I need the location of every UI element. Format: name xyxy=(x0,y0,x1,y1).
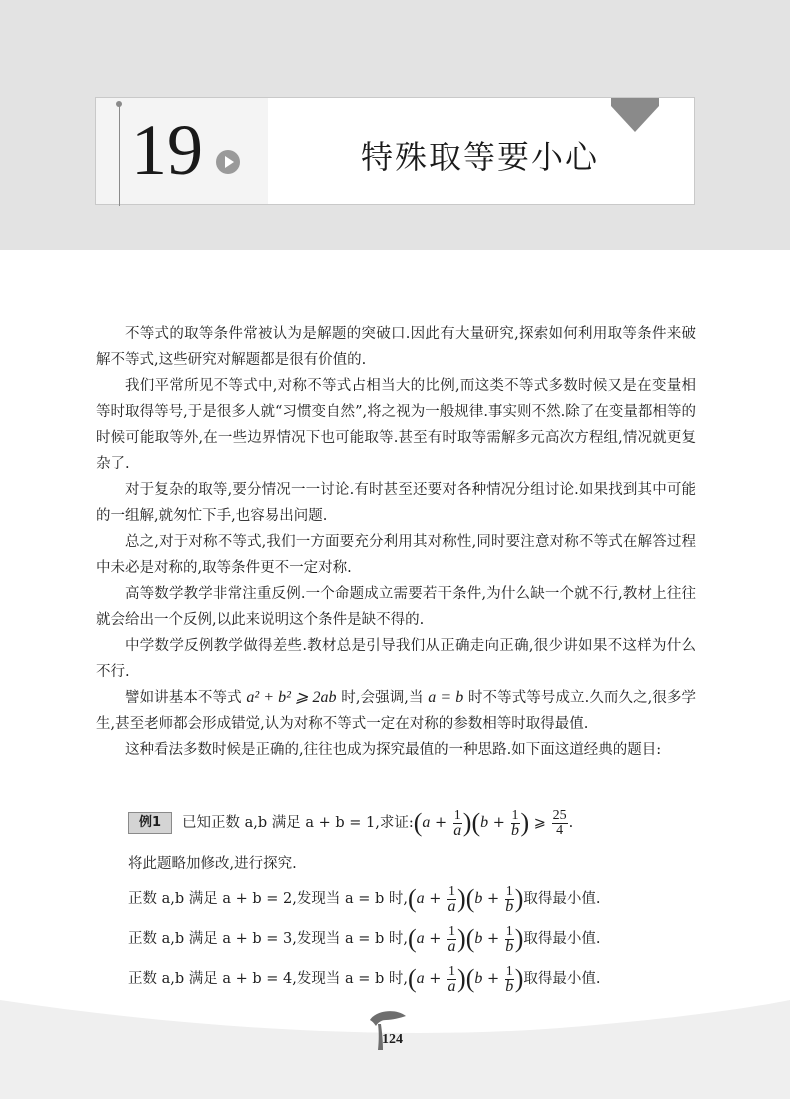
example-text: 已知正数 a,b 满足 a + b = 1,求证: xyxy=(182,815,414,831)
chapter-title-box xyxy=(95,97,695,205)
paragraph: 高等数学教学非常注重反例.一个命题成立需要若干条件,为什么缺一个就不行,教材上往往就会给出一个反例,以此来说明这个条件是缺不得的. xyxy=(96,586,696,628)
page-number: 124 xyxy=(382,1032,403,1047)
paragraph: 总之,对于对称不等式,我们一方面要充分利用其对称性,同时要注意对称不等式在解答过程中未必是对称的,取等条件更不一定对称. xyxy=(96,534,696,576)
paragraph: 这种看法多数时候是正确的,往往也成为探究最值的一种思路.如下面这道经典的题目: xyxy=(125,742,662,758)
text: 时,会强调,当 xyxy=(336,690,429,706)
rhs-numerator: 25 xyxy=(552,807,567,823)
chapter-title: 特殊取等要小心 xyxy=(361,138,600,176)
inline-condition: a = b xyxy=(428,689,464,706)
example-badge: 例1 xyxy=(128,812,172,834)
paragraph-inequality xyxy=(96,685,696,737)
case-line: 正数 a,b 满足 a + b = 4,发现当 a = b 时,(a + $\frac{1}{a}$ )(b + $\frac{1}{b}$ )取得最小值. xyxy=(128,963,601,995)
text: 时不等式等号成立.久而久之,很多学生,甚至老师都会形成错觉,认为对称不等式一定在对称的参数相等时取得最值. xyxy=(96,690,697,732)
case-suffix: 取得最小值. xyxy=(523,971,601,987)
chapter-number: 19 xyxy=(131,110,203,190)
decorative-dot xyxy=(116,101,122,107)
body-text xyxy=(96,321,696,763)
case-suffix: 取得最小值. xyxy=(523,891,601,907)
case-suffix: 取得最小值. xyxy=(523,931,601,947)
case-line: 正数 a,b 满足 a + b = 3,发现当 a = b 时,(a + $\frac{1}{a}$ )(b + $\frac{1}{b}$ )取得最小值. xyxy=(128,923,601,955)
case-line: 正数 a,b 满足 a + b = 2,发现当 a = b 时,(a + $\frac{1}{a}$ )(b + $\frac{1}{b}$ )取得最小值. xyxy=(128,883,601,915)
decorative-line xyxy=(119,104,120,206)
paragraph: 我们平常所见不等式中,对称不等式占相当大的比例,而这类不等式多数时候又是在变量相等时取得等号,于是很多人就“习惯变自然”,将之视为一般规律.事实则不然.除了在变量都相等的时候可能取等外,在一些边界情况下也可能取等.甚至有时取等需解多元高次方程组,情况就更复杂了. xyxy=(96,378,696,472)
case-prefix: 正数 a,b 满足 a + b = 4,发现当 a = b 时, xyxy=(128,971,408,987)
case-prefix: 正数 a,b 满足 a + b = 2,发现当 a = b 时, xyxy=(128,891,408,907)
case-prefix: 正数 a,b 满足 a + b = 3,发现当 a = b 时, xyxy=(128,931,408,947)
modify-text: 将此题略加修改,进行探究. xyxy=(128,856,297,872)
paragraph: 中学数学反例教学做得差些.教材总是引导我们从正确走向正确,很少讲如果不这样为什么不行. xyxy=(96,638,696,680)
paragraph: 不等式的取等条件常被认为是解题的突破口.因此有大量研究,探索如何利用取等条件来破解不等式,这些研究对解题都是很有价值的. xyxy=(96,326,696,368)
play-icon xyxy=(216,150,240,174)
paragraph: 对于复杂的取等,要分情况一一讨论.有时甚至还要对各种情况分组讨论.如果找到其中可能的一组解,就匆忙下手,也容易出问题. xyxy=(96,482,696,524)
text: 譬如讲基本不等式 xyxy=(125,690,247,706)
rhs-denominator: 4 xyxy=(556,822,564,838)
example-1: 例1 已知正数 a,b 满足 a + b = 1,求证:(a + $\frac{1}{a}$ )(b + $\frac{1}{b}$ ) ⩾ $\frac{25}{4}$ . xyxy=(128,808,573,838)
inline-formula: a² + b² ⩾ 2ab xyxy=(246,689,337,706)
corner-triangle-icon xyxy=(611,98,659,132)
